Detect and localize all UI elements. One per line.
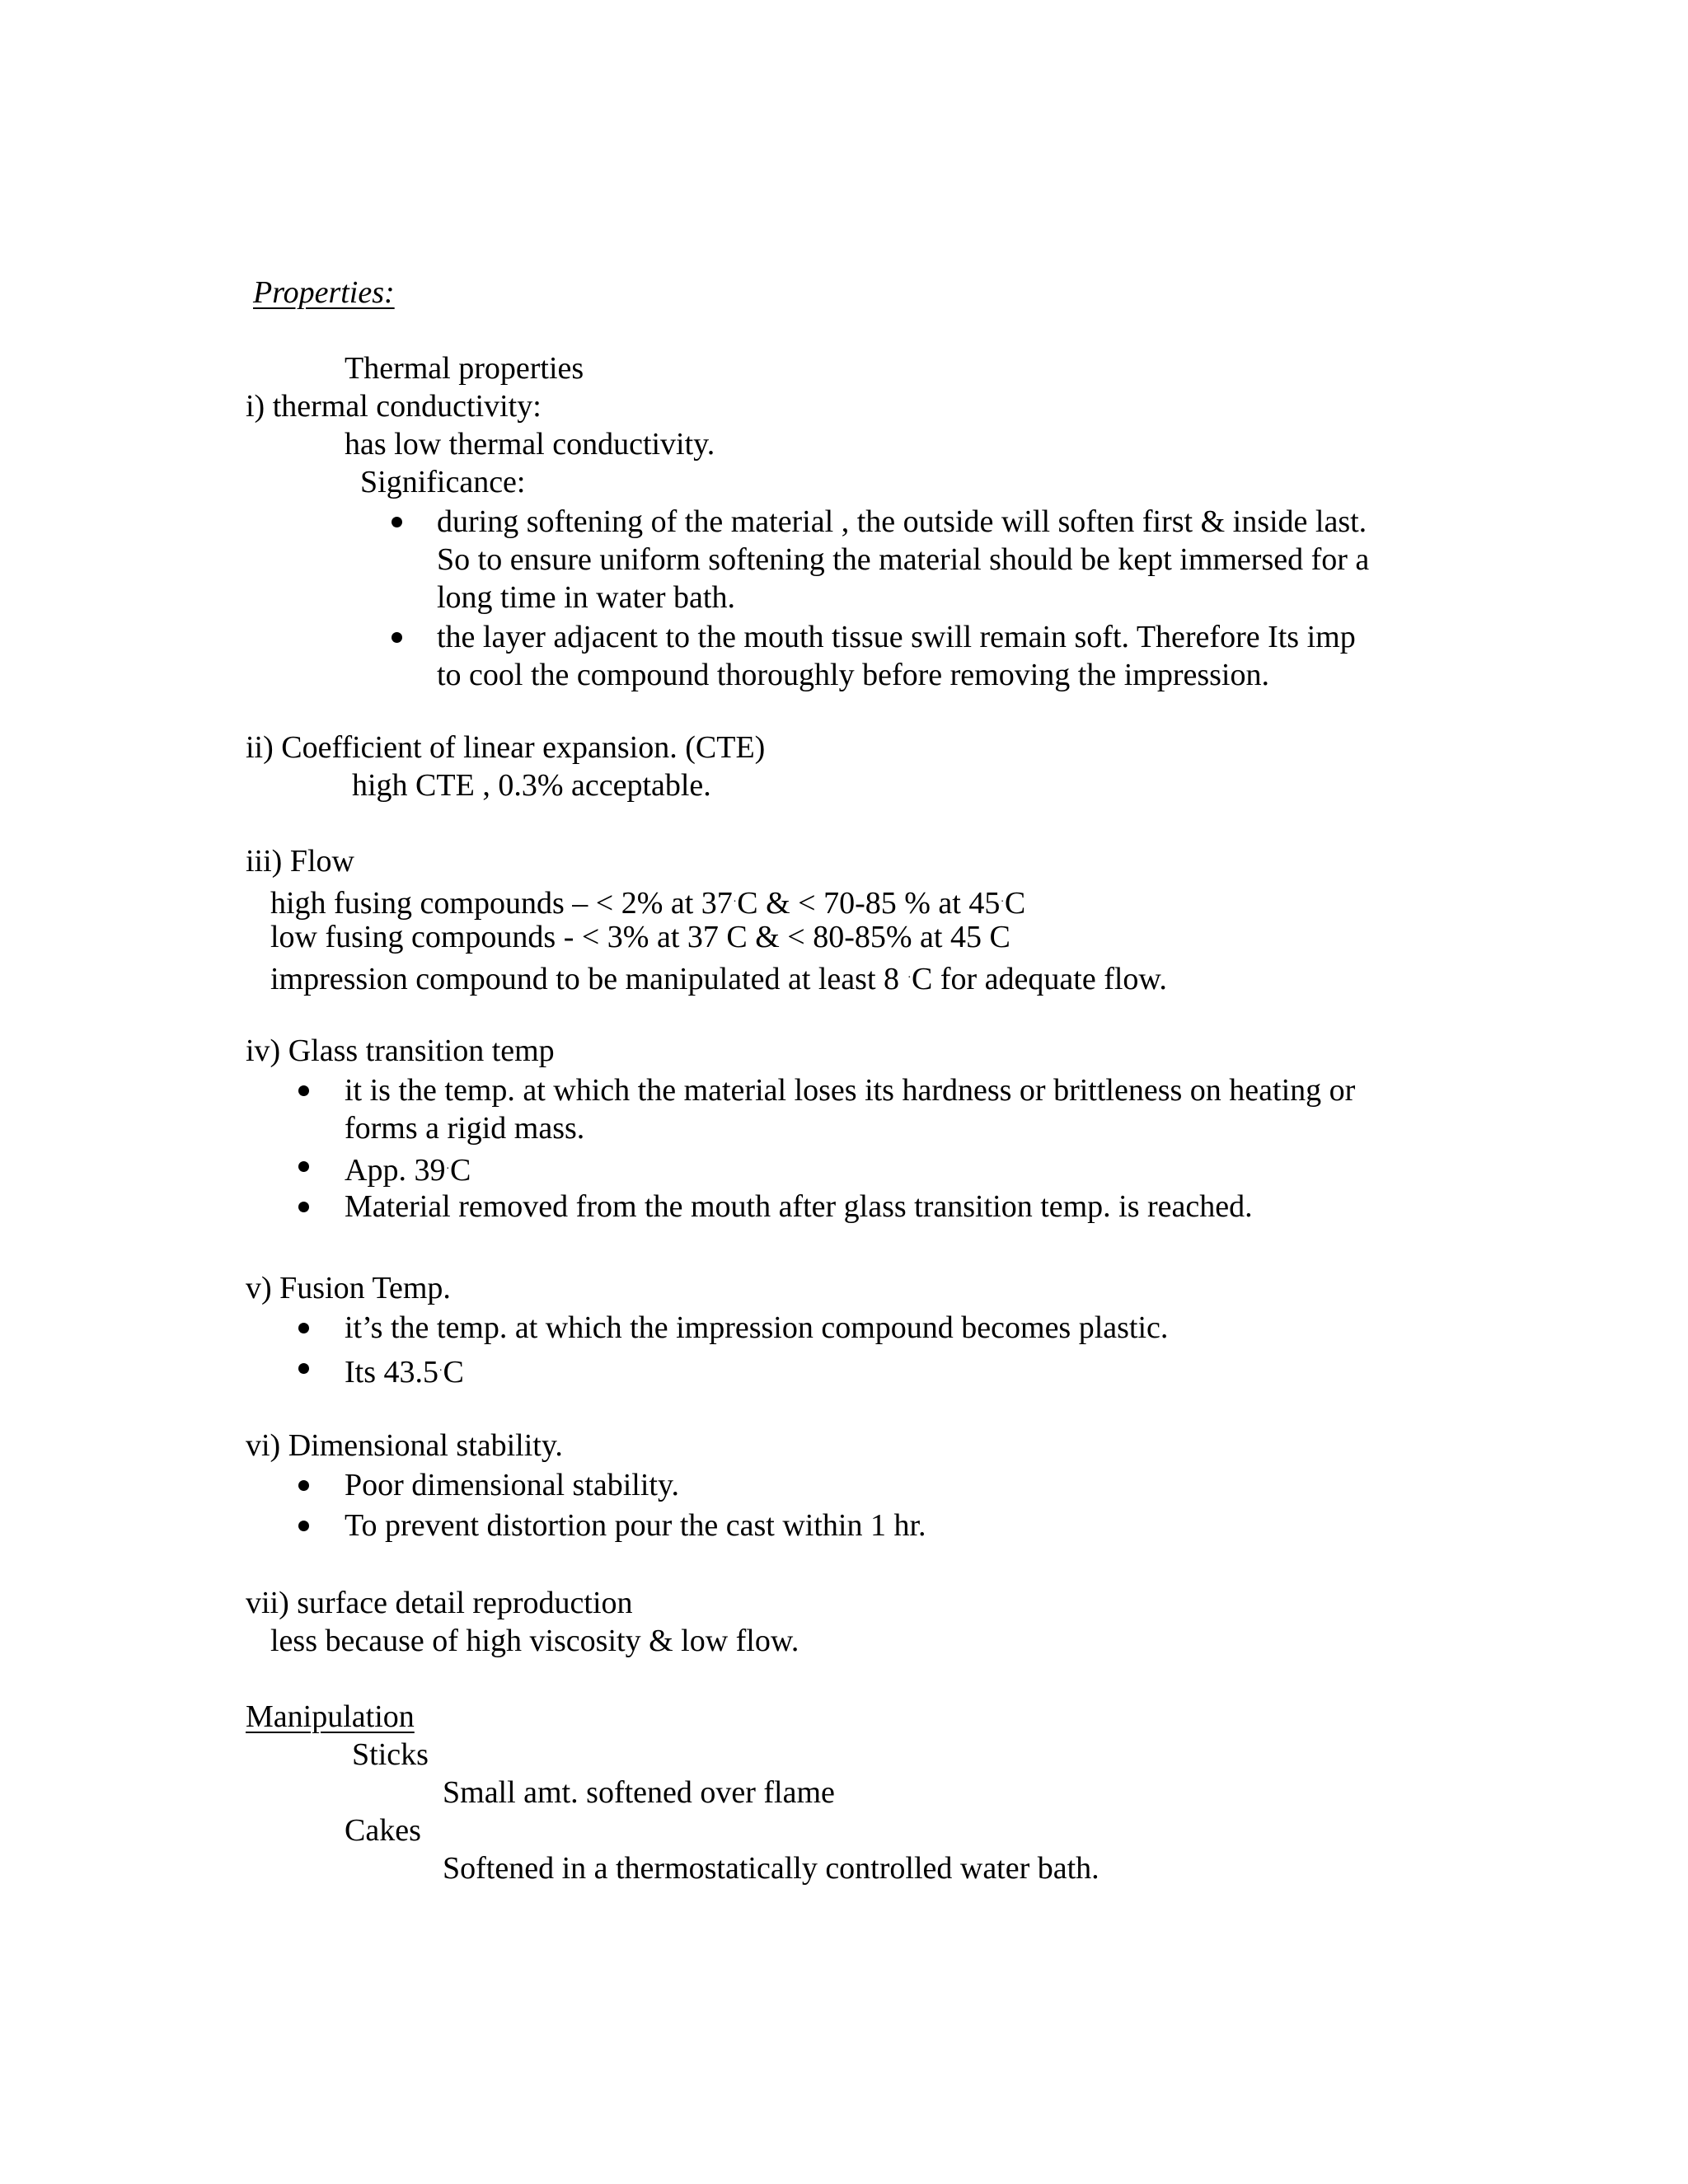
dimensional-bullet-2: To prevent distortion pour the cast within 1 hr. bbox=[345, 1508, 926, 1543]
fusion-bullet-1: it’s the temp. at which the impression compound becomes plastic. bbox=[345, 1310, 1169, 1345]
properties-heading: Properties: bbox=[253, 275, 395, 310]
dimensional-stability-title: vi) Dimensional stability. bbox=[246, 1428, 563, 1463]
bullet-dot bbox=[298, 1521, 309, 1531]
thermal-conductivity-title: i) thermal conductivity: bbox=[246, 389, 542, 424]
bullet-dot bbox=[298, 1085, 309, 1096]
significance-bullet-1: during softening of the material , the outside will soften first & inside last. So to ensure uniform softening the material should be kept immersed for a long time in water bath. bbox=[437, 504, 1370, 615]
flow-high-fusing: high fusing compounds – < 2% at 37.C & < 70-85 % at 45.C bbox=[270, 886, 1026, 921]
flow-title: iii) Flow bbox=[246, 844, 354, 879]
glass-transition-title: iv) Glass transition temp bbox=[246, 1033, 555, 1068]
bullet-dot bbox=[298, 1202, 309, 1212]
bullet-dot bbox=[298, 1480, 309, 1491]
flow-low-fusing: low fusing compounds - < 3% at 37 C & < 80-85% at 45 C bbox=[270, 920, 1010, 954]
glass-bullet-1: it is the temp. at which the material loses its hardness or brittleness on heating or forms a rigid mass. bbox=[345, 1073, 1356, 1146]
sticks-label: Sticks bbox=[352, 1737, 429, 1772]
fusion-temp-title: v) Fusion Temp. bbox=[246, 1271, 451, 1305]
cte-title: ii) Coefficient of linear expansion. (CTE) bbox=[246, 730, 766, 765]
bullet-dot bbox=[298, 1161, 309, 1172]
fusion-bullet-2: Its 43.5.C bbox=[345, 1355, 464, 1390]
significance-label: Significance: bbox=[360, 465, 526, 499]
cakes-text: Softened in a thermostatically controlled water bath. bbox=[443, 1851, 1100, 1886]
thermal-conductivity-text: has low thermal conductivity. bbox=[345, 427, 715, 462]
thermal-properties-title: Thermal properties bbox=[345, 351, 584, 386]
flow-manipulation: impression compound to be manipulated at least 8 .C for adequate flow. bbox=[270, 962, 1167, 996]
bullet-dot bbox=[298, 1323, 309, 1333]
cakes-label: Cakes bbox=[345, 1813, 421, 1848]
cte-text: high CTE , 0.3% acceptable. bbox=[352, 768, 711, 803]
significance-bullet-2: the layer adjacent to the mouth tissue swill remain soft. Therefore Its imp to cool the compound thoroughly before removing the impression. bbox=[437, 620, 1356, 692]
dimensional-bullet-1: Poor dimensional stability. bbox=[345, 1468, 680, 1502]
surface-detail-text: less because of high viscosity & low flow. bbox=[270, 1624, 799, 1658]
surface-detail-title: vii) surface detail reproduction bbox=[246, 1586, 633, 1620]
glass-bullet-2: App. 39.C bbox=[345, 1153, 471, 1188]
bullet-dot bbox=[392, 632, 402, 643]
sticks-text: Small amt. softened over flame bbox=[443, 1775, 835, 1810]
bullet-dot bbox=[392, 517, 402, 527]
manipulation-heading: Manipulation bbox=[246, 1699, 415, 1734]
glass-bullet-3: Material removed from the mouth after glass transition temp. is reached. bbox=[345, 1189, 1253, 1224]
bullet-dot bbox=[298, 1363, 309, 1374]
